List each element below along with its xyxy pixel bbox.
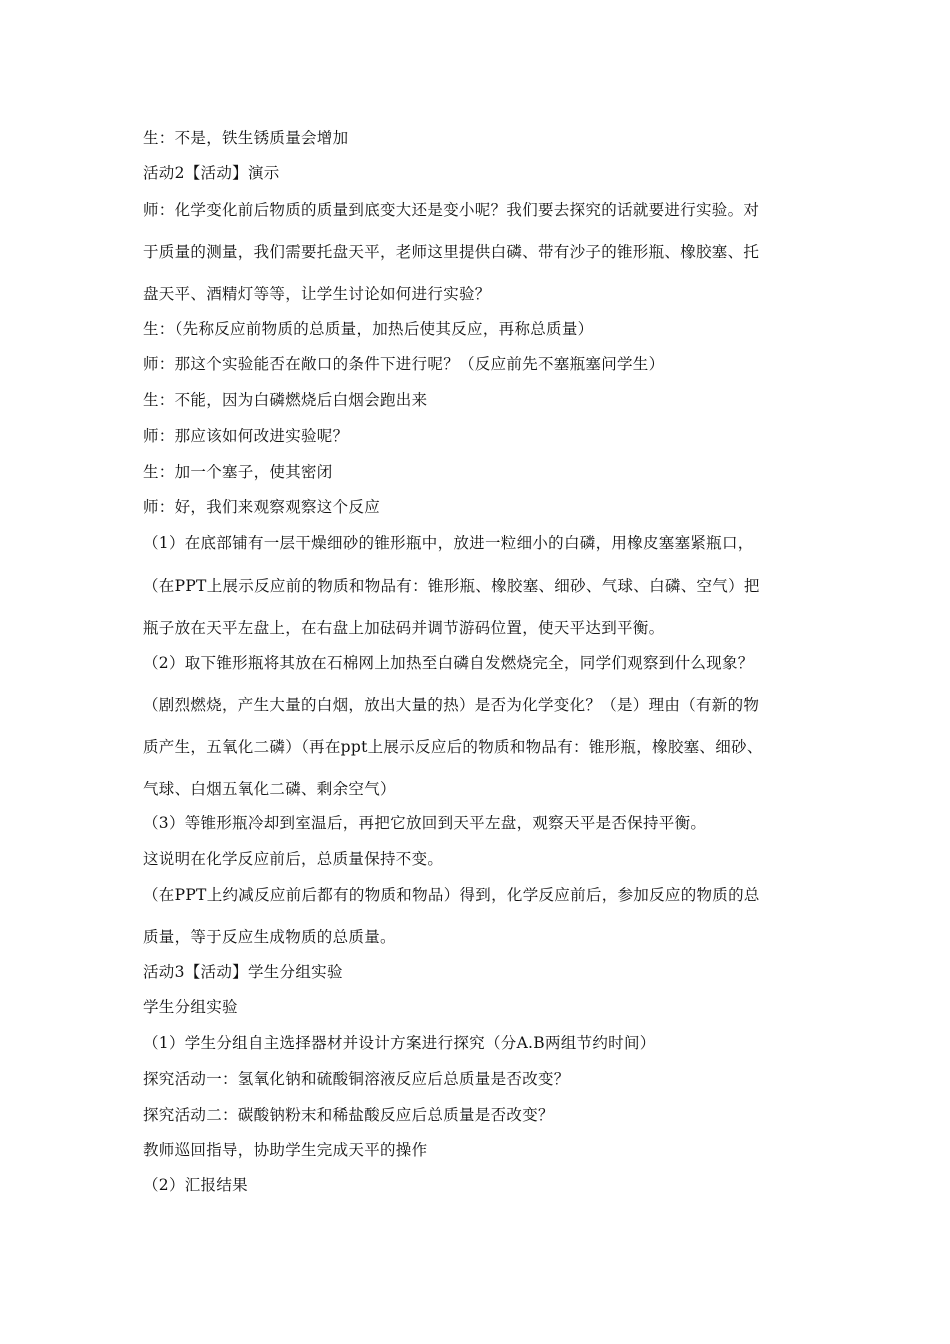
text-line: （3）等锥形瓶冷却到室温后，再把它放回到天平左盘，观察天平是否保持平衡。 (143, 814, 707, 832)
text-line: 探究活动二：碳酸钠粉末和稀盐酸反应后总质量是否改变？ (143, 1106, 554, 1124)
text-line: （在PPT上约减反应前后都有的物质和物品）得到，化学反应前后，参加反应的物质的总 (143, 886, 760, 904)
text-line: 盘天平、酒精灯等等，让学生讨论如何进行实验？ (143, 285, 491, 303)
text-line: 生：不能，因为白磷燃烧后白烟会跑出来 (143, 391, 428, 409)
text-line: 教师巡回指导，协助学生完成天平的操作 (143, 1141, 428, 1159)
text-line: （1）在底部铺有一层干燥细砂的锥形瓶中，放进一粒细小的白磷，用橡皮塞塞紧瓶口， (143, 534, 754, 552)
text-line: 师：好，我们来观察观察这个反应 (143, 498, 381, 516)
text-line: 探究活动一：氢氧化钠和硫酸铜溶液反应后总质量是否改变？ (143, 1070, 570, 1088)
text-line: （2）汇报结果 (143, 1176, 248, 1194)
text-line: 生：（先称反应前物质的总质量，加热后使其反应，再称总质量） (143, 320, 594, 338)
text-line: 学生分组实验 (143, 998, 238, 1016)
text-line: 气球、白烟五氧化二磷、剩余空气） (143, 780, 396, 798)
text-line: 生：加一个塞子，使其密闭 (143, 463, 333, 481)
text-line: 质量，等于反应生成物质的总质量。 (143, 928, 396, 946)
section-heading: 活动3【活动】学生分组实验 (143, 963, 343, 981)
text-line: 师：化学变化前后物质的质量到底变大还是变小呢？我们要去探究的话就要进行实验。对 (143, 201, 760, 219)
text-line: 瓶子放在天平左盘上，在右盘上加砝码并调节游码位置，使天平达到平衡。 (143, 619, 665, 637)
text-line: （1）学生分组自主选择器材并设计方案进行探究（分A.B两组节约时间） (143, 1034, 656, 1052)
text-line: 于质量的测量，我们需要托盘天平，老师这里提供白磷、带有沙子的锥形瓶、橡胶塞、托 (143, 243, 760, 261)
text-line: （2）取下锥形瓶将其放在石棉网上加热至白磷自发燃烧完全，同学们观察到什么现象？ (143, 654, 754, 672)
text-line: 师：那应该如何改进实验呢？ (143, 427, 349, 445)
text-line: 师：那这个实验能否在敞口的条件下进行呢？（反应前先不塞瓶塞问学生） (143, 355, 665, 373)
text-line: 这说明在化学反应前后，总质量保持不变。 (143, 850, 444, 868)
text-line: （在PPT上展示反应前的物质和物品有：锥形瓶、橡胶塞、细砂、气球、白磷、空气）把 (143, 577, 760, 595)
text-line: 质产生，五氧化二磷）（再在ppt上展示反应后的物质和物品有：锥形瓶，橡胶塞、细砂、 (143, 738, 763, 756)
text-line: 生：不是，铁生锈质量会增加 (143, 129, 349, 147)
text-line: （剧烈燃烧，产生大量的白烟，放出大量的热）是否为化学变化？（是）理由（有新的物 (143, 696, 760, 714)
section-heading: 活动2【活动】演示 (143, 164, 280, 182)
